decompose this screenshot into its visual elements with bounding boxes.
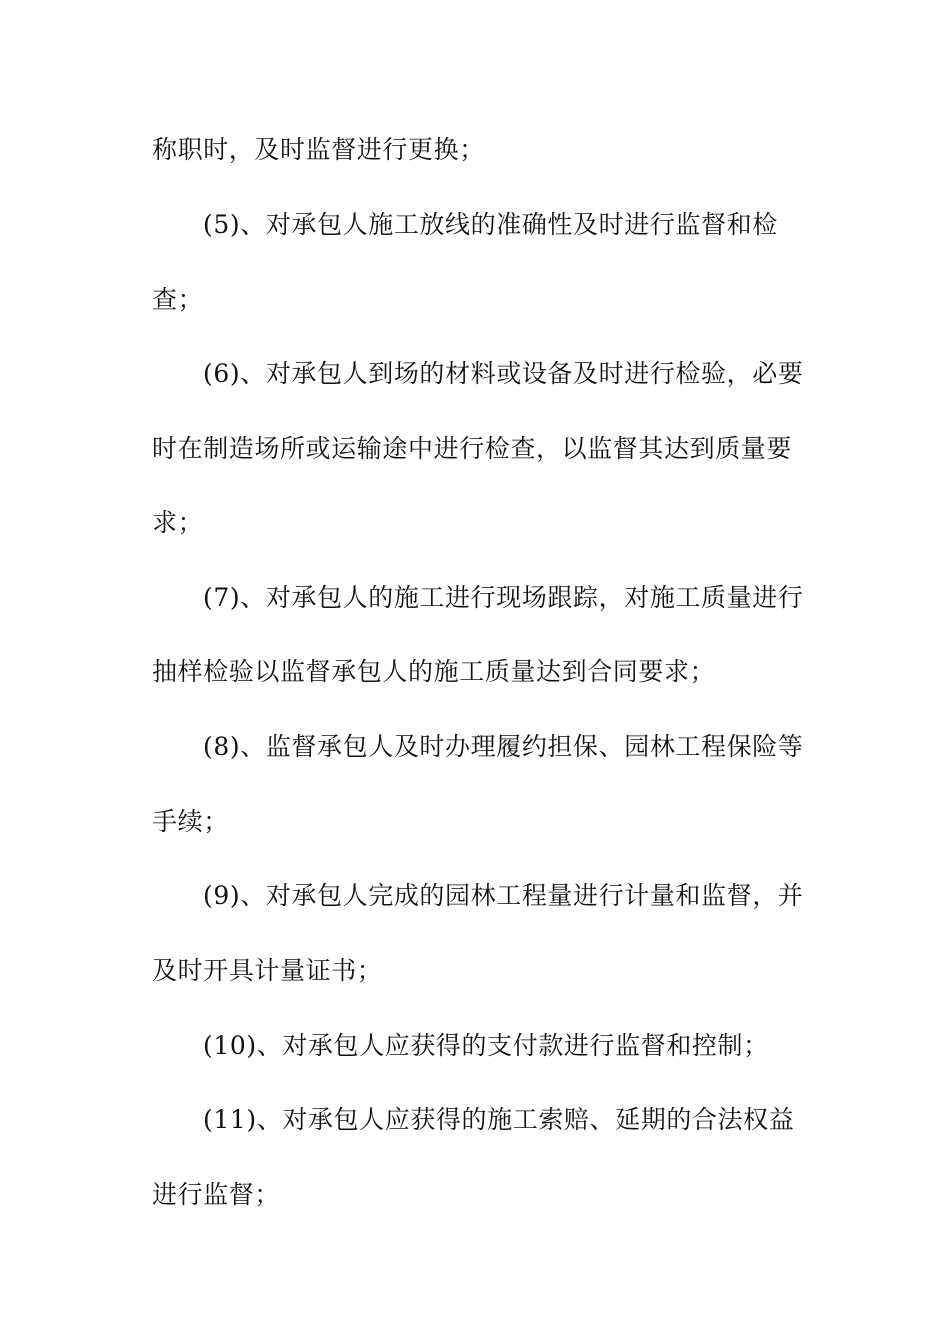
text-line: 查；	[152, 285, 204, 314]
text-line: (11)、对承包人应获得的施工索赔、延期的合法权益	[203, 1105, 795, 1134]
text-line: 求；	[152, 508, 204, 537]
text-line: (5)、对承包人施工放线的准确性及时进行监督和检	[203, 210, 778, 239]
text-line: (9)、对承包人完成的园林工程量进行计量和监督，并	[203, 881, 804, 910]
text-line: 进行监督；	[152, 1180, 281, 1209]
text-line: 时在制造场所或运输途中进行检查，以监督其达到质量要	[152, 434, 793, 463]
text-line: (10)、对承包人应获得的支付款进行监督和控制；	[203, 1031, 769, 1060]
text-line: 称职时，及时监督进行更换；	[152, 135, 485, 164]
text-line: (8)、监督承包人及时办理履约担保、园林工程保险等	[203, 732, 804, 761]
text-line: (6)、对承包人到场的材料或设备及时进行检验，必要	[203, 359, 804, 388]
text-line: 手续；	[152, 807, 229, 836]
text-line: 及时开具计量证书；	[152, 956, 383, 985]
text-line: 抽样检验以监督承包人的施工质量达到合同要求；	[152, 657, 716, 686]
text-line: (7)、对承包人的施工进行现场跟踪，对施工质量进行	[203, 583, 804, 612]
